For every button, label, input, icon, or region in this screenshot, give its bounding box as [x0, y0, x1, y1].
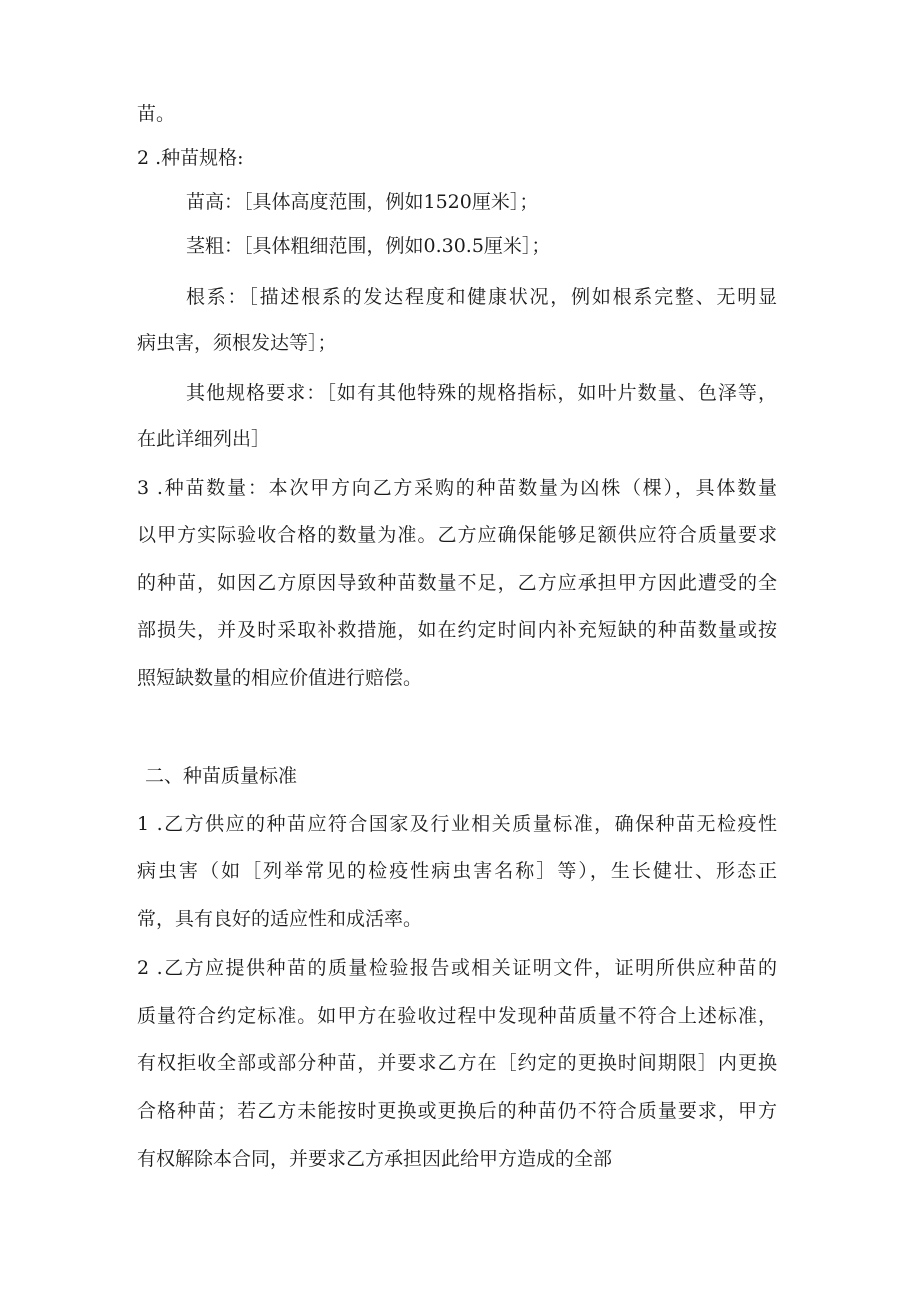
paragraph-line: 1 .乙方供应的种苗应符合国家及行业相关质量标准，确保种苗无检疫性 [137, 813, 777, 835]
paragraph-line: 其他规格要求：［如有其他特殊的规格指标，如叶片数量、色泽等， [186, 382, 777, 404]
paragraph-line: 部损失，并及时采取补救措施，如在约定时间内补充短缺的种苗数量或按 [137, 619, 777, 641]
paragraph-line: 苗。 [137, 103, 176, 125]
paragraph-line: 苗高：［具体高度范围，例如1520厘米］； [186, 191, 539, 213]
paragraph-line: 根系：［描述根系的发达程度和健康状况，例如根系完整、无明显 [186, 286, 777, 308]
paragraph-line: 2 .乙方应提供种苗的质量检验报告或相关证明文件，证明所供应种苗的 [137, 957, 777, 979]
paragraph-line: 质量符合约定标准。如甲方在验收过程中发现种苗质量不符合上述标准， [137, 1005, 777, 1027]
paragraph-line: 有权拒收全部或部分种苗，并要求乙方在［约定的更换时间期限］内更换 [137, 1052, 777, 1074]
section-heading: 二、种苗质量标准 [145, 765, 298, 787]
paragraph-line: 常，具有良好的适应性和成活率。 [137, 908, 423, 930]
paragraph-line: 在此详细列出］ [137, 428, 271, 450]
paragraph-line: 病虫害，须根发达等］； [137, 332, 337, 354]
paragraph-line: 的种苗，如因乙方原因导致种苗数量不足，乙方应承担甲方因此遭受的全 [137, 572, 777, 594]
paragraph-line: 照短缺数量的相应价值进行赔偿。 [137, 667, 423, 689]
paragraph-line: 合格种苗；若乙方未能按时更换或更换后的种苗仍不符合质量要求，甲方 [137, 1100, 777, 1122]
paragraph-line: 茎粗：［具体粗细范围，例如0.30.5厘米］； [186, 235, 551, 257]
paragraph-line: 3 .种苗数量：本次甲方向乙方采购的种苗数量为凶株（棵），具体数量 [137, 477, 777, 499]
paragraph-line: 病虫害（如［列举常见的检疫性病虫害名称］等），生长健壮、形态正 [137, 860, 777, 882]
paragraph-line: 以甲方实际验收合格的数量为准。乙方应确保能够足额供应符合质量要求 [137, 524, 777, 546]
paragraph-line: 有权解除本合同，并要求乙方承担因此给甲方造成的全部 [137, 1148, 613, 1170]
paragraph-line: 2 .种苗规格: [137, 147, 244, 169]
